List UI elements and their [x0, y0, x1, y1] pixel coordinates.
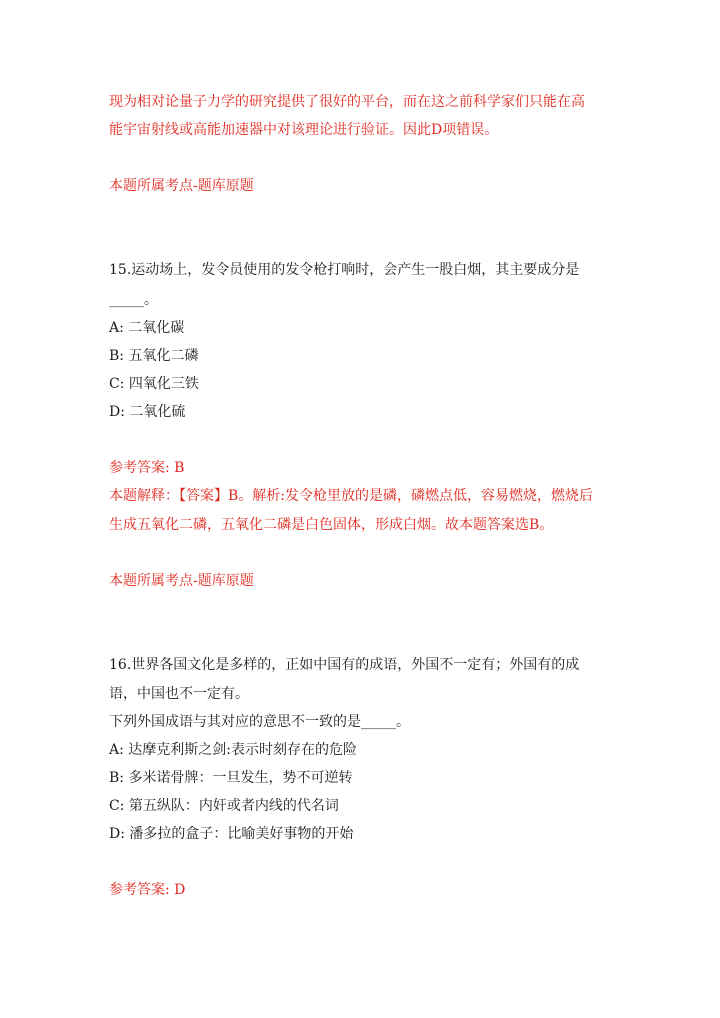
intro-explanation-line-2: 能宇宙射线或高能加速器中对该理论进行验证。因此D项错误。 [109, 122, 499, 138]
q15-option-b: B: 五氧化二磷 [109, 348, 199, 364]
q16-stem-line-3: 下列外国成语与其对应的意思不一致的是_____。 [109, 714, 410, 730]
q15-stem-line-1: 15.运动场上，发令员使用的发令枪打响时，会产生一股白烟，其主要成分是 [109, 262, 580, 278]
q15-stem-line-2: _____。 [109, 292, 158, 308]
q15-explanation-line-2: 生成五氧化二磷，五氧化二磷是白色固体，形成白烟。故本题答案选B。 [109, 517, 554, 533]
q15-option-d: D: 二氧化硫 [109, 404, 186, 420]
q16-option-c: C: 第五纵队：内奸或者内线的代名词 [109, 798, 339, 814]
q16-answer: 参考答案: D [109, 882, 186, 898]
q15-answer: 参考答案: B [109, 460, 185, 476]
q15-option-a: A: 二氧化碳 [109, 320, 185, 336]
q16-stem-line-2: 语，中国也不一定有。 [109, 686, 249, 702]
intro-explanation-line-1: 现为相对论量子力学的研究提供了很好的平台，而在这之前科学家们只能在高 [109, 94, 585, 110]
q16-option-d: D: 潘多拉的盒子：比喻美好事物的开始 [109, 826, 354, 842]
q15-option-c: C: 四氧化三铁 [109, 376, 199, 392]
q15-source-note: 本题所属考点-题库原题 [109, 573, 254, 589]
q15-explanation-line-1: 本题解释：【答案】B。解析:发令枪里放的是磷，磷燃点低，容易燃烧，燃烧后 [109, 488, 594, 504]
q16-option-a: A: 达摩克利斯之剑:表示时刻存在的危险 [109, 742, 357, 758]
q16-option-b: B: 多米诺骨牌：一旦发生，势不可逆转 [109, 770, 353, 786]
source-note: 本题所属考点-题库原题 [109, 178, 254, 194]
q16-stem-line-1: 16.世界各国文化是多样的，正如中国有的成语，外国不一定有；外国有的成 [109, 657, 580, 673]
